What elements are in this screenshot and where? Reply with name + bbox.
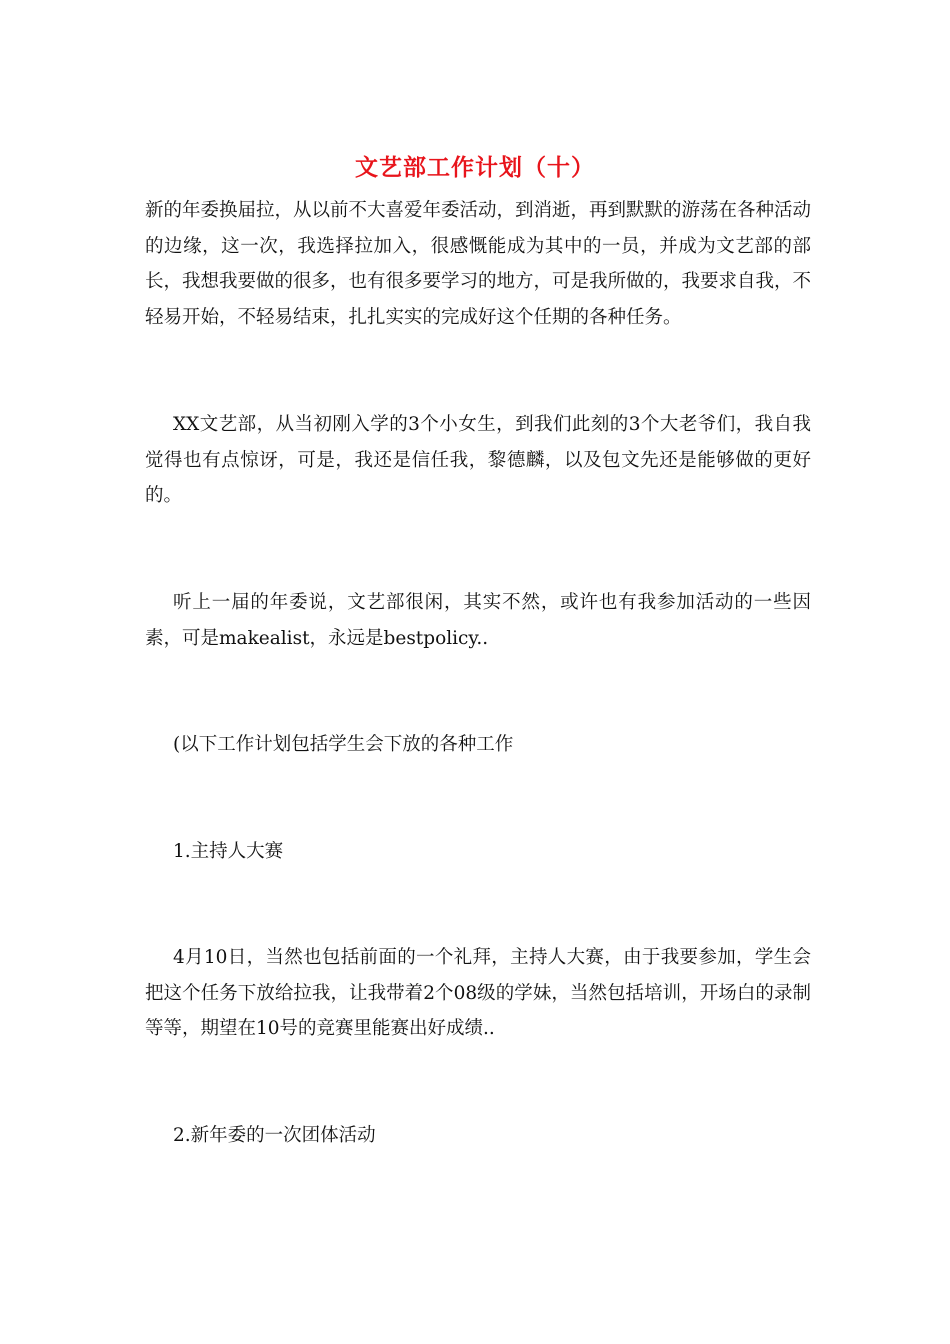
paragraph-department-history: XX文艺部，从当初刚入学的3个小女生，到我们此刻的3个大老爷们，我自我觉得也有点惊讶，可是，我还是信任我，黎德麟，以及包文先还是能够做的更好的。: [145, 414, 811, 506]
heading-item-1: 1.主持人大赛: [173, 841, 284, 862]
paragraph-previous-committee: 听上一届的年委说，文艺部很闲，其实不然，或许也有我参加活动的一些因素，可是makealist，永远是bestpolicy..: [145, 592, 811, 649]
document-title: 文艺部工作计划（十）: [355, 154, 595, 181]
paragraph-plan-note: (以下工作计划包括学生会下放的各种工作: [173, 734, 514, 755]
heading-item-2: 2.新年委的一次团体活动: [173, 1125, 376, 1146]
paragraph-intro: 新的年委换届拉，从以前不大喜爱年委活动，到消逝，再到默默的游荡在各种活动的边缘，这一次，我选择拉加入，很感慨能成为其中的一员，并成为文艺部的部长，我想我要做的很多，也有很多要学习的地方，可是我所做的，我要求自我，不轻易开始，不轻易结束，扎扎实实的完成好这个任期的各种任务。: [145, 200, 812, 328]
paragraph-host-contest: 4月10日，当然也包括前面的一个礼拜，主持人大赛，由于我要参加，学生会把这个任务下放给拉我，让我带着2个08级的学妹，当然包括培训，开场白的录制等等，期望在10号的竞赛里能赛出好成绩..: [145, 947, 811, 1039]
